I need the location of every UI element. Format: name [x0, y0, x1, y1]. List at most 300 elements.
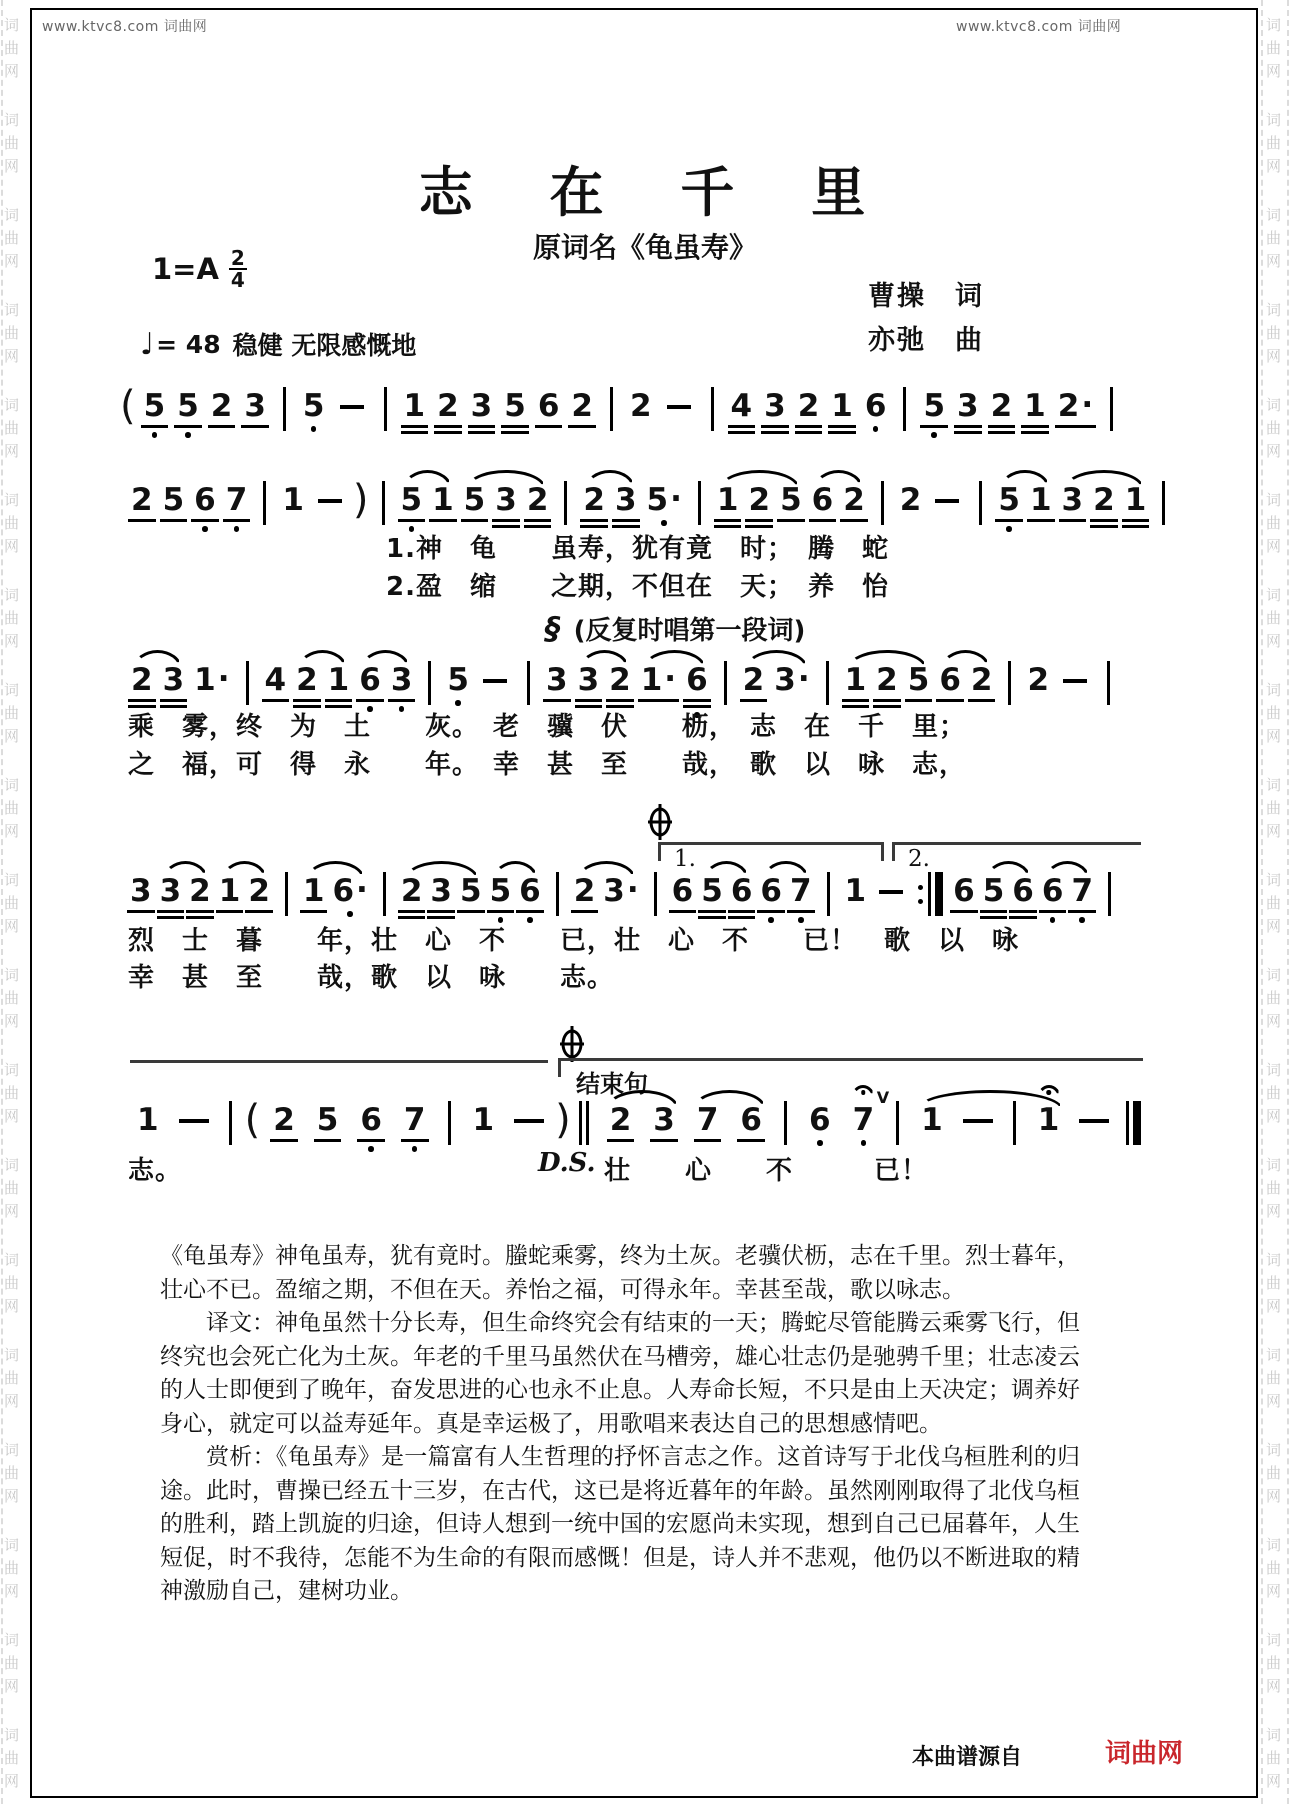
watermark-char: 曲	[4, 1559, 20, 1577]
watermark-char: 词	[4, 1631, 20, 1649]
beam-line	[401, 1139, 429, 1142]
watermark-char: 网	[4, 1772, 20, 1790]
watermark-group	[1266, 1059, 1281, 1128]
note	[957, 390, 979, 434]
note-digit: 7	[1071, 873, 1094, 909]
note-digit-row	[226, 484, 248, 516]
note-digit: 6	[194, 482, 216, 518]
octave-dot-low	[661, 520, 667, 526]
note	[447, 664, 469, 706]
beam-line	[501, 425, 529, 428]
watermark-char: 曲	[4, 134, 20, 152]
note-digit-row	[630, 390, 652, 422]
volta-1-label: 1.	[674, 846, 696, 872]
watermark-group	[4, 1534, 19, 1603]
beam-line	[191, 519, 219, 522]
note	[163, 484, 185, 522]
barline	[285, 872, 288, 916]
note-digit-row	[1062, 484, 1084, 516]
barline	[881, 481, 884, 525]
note-digit: 5	[907, 662, 930, 698]
note	[163, 664, 185, 708]
dal-segno-marker: D.S.	[538, 1148, 596, 1178]
barline	[724, 661, 727, 705]
note-digit-row	[790, 875, 812, 907]
note-digit: 6	[939, 662, 961, 698]
note	[296, 664, 318, 708]
note-digit-row	[437, 390, 459, 422]
note	[460, 875, 482, 913]
note-digit-row	[473, 1104, 495, 1136]
watermark-char: 网	[4, 1487, 20, 1505]
note-digit: 5	[459, 873, 482, 909]
final-barline	[1126, 1101, 1141, 1145]
note-digit-row	[1024, 390, 1046, 422]
note-digit-row	[809, 1104, 831, 1136]
watermark-char: 词	[1266, 396, 1282, 414]
watermark-char: 词	[1266, 16, 1282, 34]
note-digit-row	[495, 484, 517, 516]
note-digit: 2	[583, 482, 605, 518]
beam-line	[777, 519, 805, 522]
watermark-char: 网	[1266, 157, 1282, 175]
octave-dot-low	[873, 426, 879, 432]
beam-line	[980, 910, 1008, 913]
note	[780, 484, 802, 522]
note-digit: 2	[609, 1102, 632, 1138]
beam-line	[398, 916, 426, 919]
beam-line	[995, 519, 1023, 522]
watermark-char: 曲	[4, 1084, 20, 1102]
beam-line	[606, 699, 634, 702]
note	[137, 1104, 159, 1136]
note	[852, 1088, 890, 1146]
slur-group	[354, 664, 417, 712]
note	[731, 390, 753, 434]
note-digit: 2	[742, 662, 765, 698]
poem-text: 《龟虽寿》神龟虽寿，犹有竟时。螣蛇乘雾，终为土灰。老骥伏枥，志在千里。烈士暮年，壮心不已。盈缩之期，不但在天。养怡之福，可得永年。幸甚至哉，歌以咏志。	[160, 1243, 1080, 1303]
watermark-char: 网	[1266, 1772, 1282, 1790]
watermark-char: 网	[1266, 442, 1282, 460]
slur-group	[299, 872, 372, 917]
barline	[448, 1101, 451, 1145]
beam-line	[757, 910, 785, 913]
slur-group	[291, 664, 354, 708]
octave-dot-low	[1006, 526, 1012, 532]
note-digit: 2	[571, 388, 593, 424]
barline	[896, 1101, 899, 1145]
watermark-group	[4, 1439, 19, 1508]
note-digit-row	[401, 484, 423, 516]
beam-line	[980, 916, 1008, 919]
octave-dot-low	[347, 911, 353, 917]
note-digit: 7	[225, 482, 248, 518]
watermark-group	[1266, 204, 1281, 273]
note-digit-row	[571, 390, 593, 422]
note-digit: 5	[646, 482, 669, 518]
slur-group	[1057, 484, 1152, 528]
watermark-char: 网	[1266, 1392, 1282, 1410]
segno-note-text: (反复时唱第一段词)	[573, 616, 806, 646]
watermark-char: 曲	[4, 609, 20, 627]
beam-line	[638, 699, 679, 702]
beam-line	[245, 910, 273, 913]
note-digit: 1	[218, 873, 241, 909]
beam-line	[293, 699, 321, 702]
held-note-dash	[483, 679, 507, 683]
watermark-char: 曲	[1266, 1749, 1282, 1767]
note	[876, 664, 898, 708]
watermark-char: 网	[4, 62, 20, 80]
watermark-group	[1266, 1724, 1281, 1793]
beam-line	[524, 519, 552, 522]
note-digit: 2	[876, 662, 898, 698]
note-digit-row	[1042, 875, 1064, 907]
note-digit-row	[163, 664, 185, 696]
watermark-column-left	[4, 14, 19, 1804]
watermark-char: 网	[1266, 917, 1282, 935]
barline	[382, 481, 385, 525]
beam-line	[920, 425, 948, 428]
watermark-char: 曲	[1266, 609, 1282, 627]
note-digit-row	[923, 390, 945, 422]
note-digit: 5	[489, 873, 512, 909]
beam-line	[694, 1139, 722, 1142]
beam-line	[580, 519, 608, 522]
note	[303, 875, 325, 913]
watermark-char: 网	[4, 1107, 20, 1125]
slur-group	[396, 484, 459, 532]
note-digit: 1	[1029, 482, 1052, 518]
music-line-1	[118, 383, 1124, 438]
beam-line	[468, 425, 496, 428]
barline	[903, 387, 906, 431]
note	[748, 484, 770, 528]
watermark-char: 词	[4, 111, 20, 129]
note-digit: 6	[537, 388, 560, 424]
watermark-group	[1266, 299, 1281, 368]
watermark-char: 网	[1266, 727, 1282, 745]
note	[583, 484, 605, 528]
augmentation-dot: ·	[1081, 387, 1094, 423]
note-digit: 6	[1012, 873, 1034, 909]
note	[160, 875, 182, 919]
lyricist-credit: 曹操 词	[868, 281, 984, 312]
note-digit-row	[189, 875, 211, 907]
note	[764, 390, 786, 434]
note	[248, 875, 270, 913]
beam-line	[954, 425, 982, 428]
note-digit: 3	[244, 388, 266, 424]
note-digit-row	[303, 390, 325, 422]
note	[991, 390, 1013, 434]
note-digit: 2	[400, 873, 423, 909]
watermark-group	[4, 1344, 19, 1413]
beam-line	[698, 916, 726, 919]
watermark-char: 网	[1266, 1582, 1282, 1600]
watermark-char: 词	[1266, 586, 1282, 604]
beam-line	[492, 519, 520, 522]
bar-thick	[935, 872, 943, 916]
note	[401, 484, 423, 532]
note	[998, 484, 1020, 532]
note-digit: 1	[844, 873, 867, 909]
watermark-char: 网	[1266, 1677, 1282, 1695]
watermark-char: 网	[4, 157, 20, 175]
slur-group	[910, 1104, 1070, 1145]
barline	[654, 872, 657, 916]
watermark-char: 网	[1266, 62, 1282, 80]
beam-line	[401, 425, 429, 428]
note-digit: 3	[130, 873, 152, 909]
note-digit-row	[764, 390, 786, 422]
beam-line	[516, 910, 544, 913]
watermark-group	[4, 584, 19, 653]
watermark-char: 曲	[4, 1749, 20, 1767]
beam-line	[669, 910, 697, 913]
note-digit-row	[740, 1104, 762, 1136]
slur-group	[712, 484, 807, 528]
note-digit: 2	[1027, 662, 1050, 698]
note-digit-row	[953, 875, 975, 907]
phrase-paren: (	[120, 383, 136, 429]
right-margin-divider	[1261, 0, 1263, 1804]
note	[189, 875, 211, 919]
note-digit-row	[609, 664, 631, 696]
note-digit-row	[578, 664, 600, 696]
watermark-char: 曲	[1266, 1274, 1282, 1292]
note	[1030, 484, 1052, 522]
note-digit: 6	[740, 1102, 762, 1138]
held-note-dash	[935, 499, 959, 503]
watermark-char: 曲	[4, 39, 20, 57]
note	[303, 390, 325, 432]
note-digit: 7	[852, 1102, 875, 1138]
note	[504, 390, 526, 434]
octave-dot-low	[185, 432, 191, 438]
note-digit-row	[939, 664, 961, 696]
note-digit-row	[211, 390, 233, 422]
watermark-group	[1266, 964, 1281, 1033]
watermark-group	[4, 774, 19, 843]
note-digit-row	[432, 484, 454, 516]
note-digit-row	[615, 484, 637, 516]
note	[177, 390, 199, 438]
tempo-value: = 48	[156, 329, 221, 359]
octave-dot-low	[202, 526, 208, 532]
beam-line	[262, 699, 290, 702]
watermark-char: 词	[4, 1346, 20, 1364]
beam-line	[728, 916, 756, 919]
beam-line	[612, 519, 640, 522]
watermark-char: 曲	[1266, 1084, 1282, 1102]
note	[609, 664, 631, 708]
slur-group	[599, 1104, 686, 1142]
bar-thin	[1126, 1101, 1129, 1145]
lyric-line-6: 幸 甚 至 哉，歌 以 咏 志。	[128, 963, 615, 993]
note	[740, 1104, 762, 1142]
augmentation-dot: ·	[670, 481, 682, 517]
watermark-char: 曲	[1266, 1464, 1282, 1482]
note	[1012, 875, 1034, 919]
watermark-char: 网	[4, 1012, 20, 1030]
note	[1093, 484, 1115, 528]
note-digit-row	[845, 875, 867, 907]
note-digit-row	[731, 390, 753, 422]
note	[574, 875, 596, 913]
watermark-group	[1266, 14, 1281, 83]
note-digit: 6	[360, 1102, 382, 1138]
note-digit-row	[359, 664, 381, 696]
barline	[979, 481, 982, 525]
note-digit: 3	[577, 662, 600, 698]
watermark-char: 曲	[4, 1179, 20, 1197]
watermark-char: 曲	[1266, 134, 1282, 152]
beam-line	[427, 910, 455, 913]
watermark-char: 曲	[1266, 1369, 1282, 1387]
note-digit: 3	[653, 1102, 675, 1138]
beam-line	[388, 699, 416, 702]
watermark-group	[4, 1724, 19, 1793]
beam-line	[936, 699, 964, 702]
beam-line	[571, 910, 599, 913]
beam-line	[988, 425, 1016, 428]
double-barline	[579, 1101, 593, 1145]
note-digit-row	[1071, 875, 1093, 907]
note	[845, 875, 867, 907]
watermark-char: 网	[1266, 1202, 1282, 1220]
barline	[711, 387, 714, 431]
beam-line	[698, 910, 726, 913]
watermark-char: 词	[4, 1441, 20, 1459]
note-digit: 3	[390, 662, 413, 698]
note-digit: 3	[159, 873, 182, 909]
note-digit-row	[360, 1104, 382, 1136]
note-digit-row	[843, 484, 865, 516]
watermark-char: 曲	[1266, 989, 1282, 1007]
note-digit-row	[921, 1104, 943, 1136]
note-digit-row	[583, 484, 605, 516]
watermark-group	[1266, 1629, 1281, 1698]
barline	[556, 872, 559, 916]
beam-line	[1122, 525, 1150, 528]
note-digit: 1	[921, 1102, 943, 1138]
meter-denominator: 4	[230, 268, 245, 292]
note	[865, 390, 887, 432]
key-signature	[152, 248, 247, 290]
note-digit: 5	[302, 388, 325, 424]
barline	[827, 872, 830, 916]
watermark-char: 词	[4, 301, 20, 319]
barline	[1110, 387, 1113, 431]
watermark-group	[1266, 1344, 1281, 1413]
note	[831, 390, 853, 434]
beam-line	[501, 431, 529, 434]
beam-line	[186, 910, 214, 913]
watermark-group	[4, 394, 19, 463]
note-digit-row	[831, 390, 853, 422]
note	[923, 390, 945, 438]
subtitle-original-name: 原词名《龟虽寿》	[532, 231, 757, 264]
beam-line	[429, 519, 457, 522]
beam-line	[157, 910, 185, 913]
note-digit-row	[865, 390, 887, 422]
note-digit: 1	[137, 1102, 159, 1138]
beam-line	[401, 431, 429, 434]
note	[640, 661, 677, 702]
note-digit: 2	[210, 388, 233, 424]
note	[921, 1104, 943, 1136]
note-digit-row	[697, 1104, 719, 1136]
note	[615, 484, 637, 528]
beam-line	[186, 916, 214, 919]
beam-line	[1059, 519, 1087, 522]
note	[845, 664, 867, 708]
note-digit-row	[248, 875, 270, 907]
beam-line	[575, 699, 603, 702]
octave-dot-low	[931, 432, 937, 438]
note	[317, 1104, 339, 1142]
beam-line	[160, 519, 188, 522]
note	[194, 484, 216, 532]
watermark-char: 网	[1266, 822, 1282, 840]
note-digit: 1	[472, 1102, 495, 1138]
note-digit-row	[194, 484, 216, 516]
note-digit: 1	[282, 482, 304, 518]
note-digit: 5	[923, 388, 946, 424]
note-digit: 2	[573, 873, 596, 909]
octave-dot-low	[1050, 917, 1056, 923]
watermark-char: 词	[1266, 111, 1282, 129]
note	[731, 875, 753, 919]
note-digit: 6	[864, 388, 887, 424]
note	[473, 1104, 495, 1136]
watermark-char: 网	[1266, 252, 1282, 270]
lyric-line-1: 1.神 龟 虽寿，犹有竟 时； 腾 蛇	[386, 534, 889, 564]
note	[1062, 484, 1084, 522]
slur-group	[840, 664, 935, 708]
note	[701, 875, 723, 919]
note-digit: 1	[1024, 388, 1046, 424]
slur-group	[397, 875, 486, 919]
note-digit-row	[219, 875, 241, 907]
note-digit: 2	[1093, 482, 1115, 518]
beam-line	[795, 431, 823, 434]
note-digit: 3	[764, 388, 786, 424]
slur-group	[573, 664, 636, 708]
note-digit-row	[900, 484, 922, 516]
note-digit-row	[194, 661, 230, 698]
watermark-char: 曲	[4, 704, 20, 722]
beam-line	[728, 425, 756, 428]
quarter-note-icon: ♩	[140, 326, 155, 362]
lyric-line-4: 之 福，可 得 永 年。 幸 甚 至 哉， 歌 以 咏 志，	[128, 750, 967, 780]
watermark-group	[1266, 1154, 1281, 1223]
note	[471, 390, 493, 434]
beam-line	[761, 431, 789, 434]
repeat-end-barline	[918, 872, 943, 916]
beam-line	[398, 519, 426, 522]
note-digit: 4	[264, 662, 287, 698]
watermark-char: 词	[1266, 1251, 1282, 1269]
watermark-char: 曲	[4, 1654, 20, 1672]
watermark-group	[1266, 109, 1281, 178]
note	[571, 390, 593, 428]
note-digit: 1	[716, 482, 739, 518]
beam-line	[223, 519, 251, 522]
note	[432, 484, 454, 522]
note-digit-row	[774, 661, 810, 698]
